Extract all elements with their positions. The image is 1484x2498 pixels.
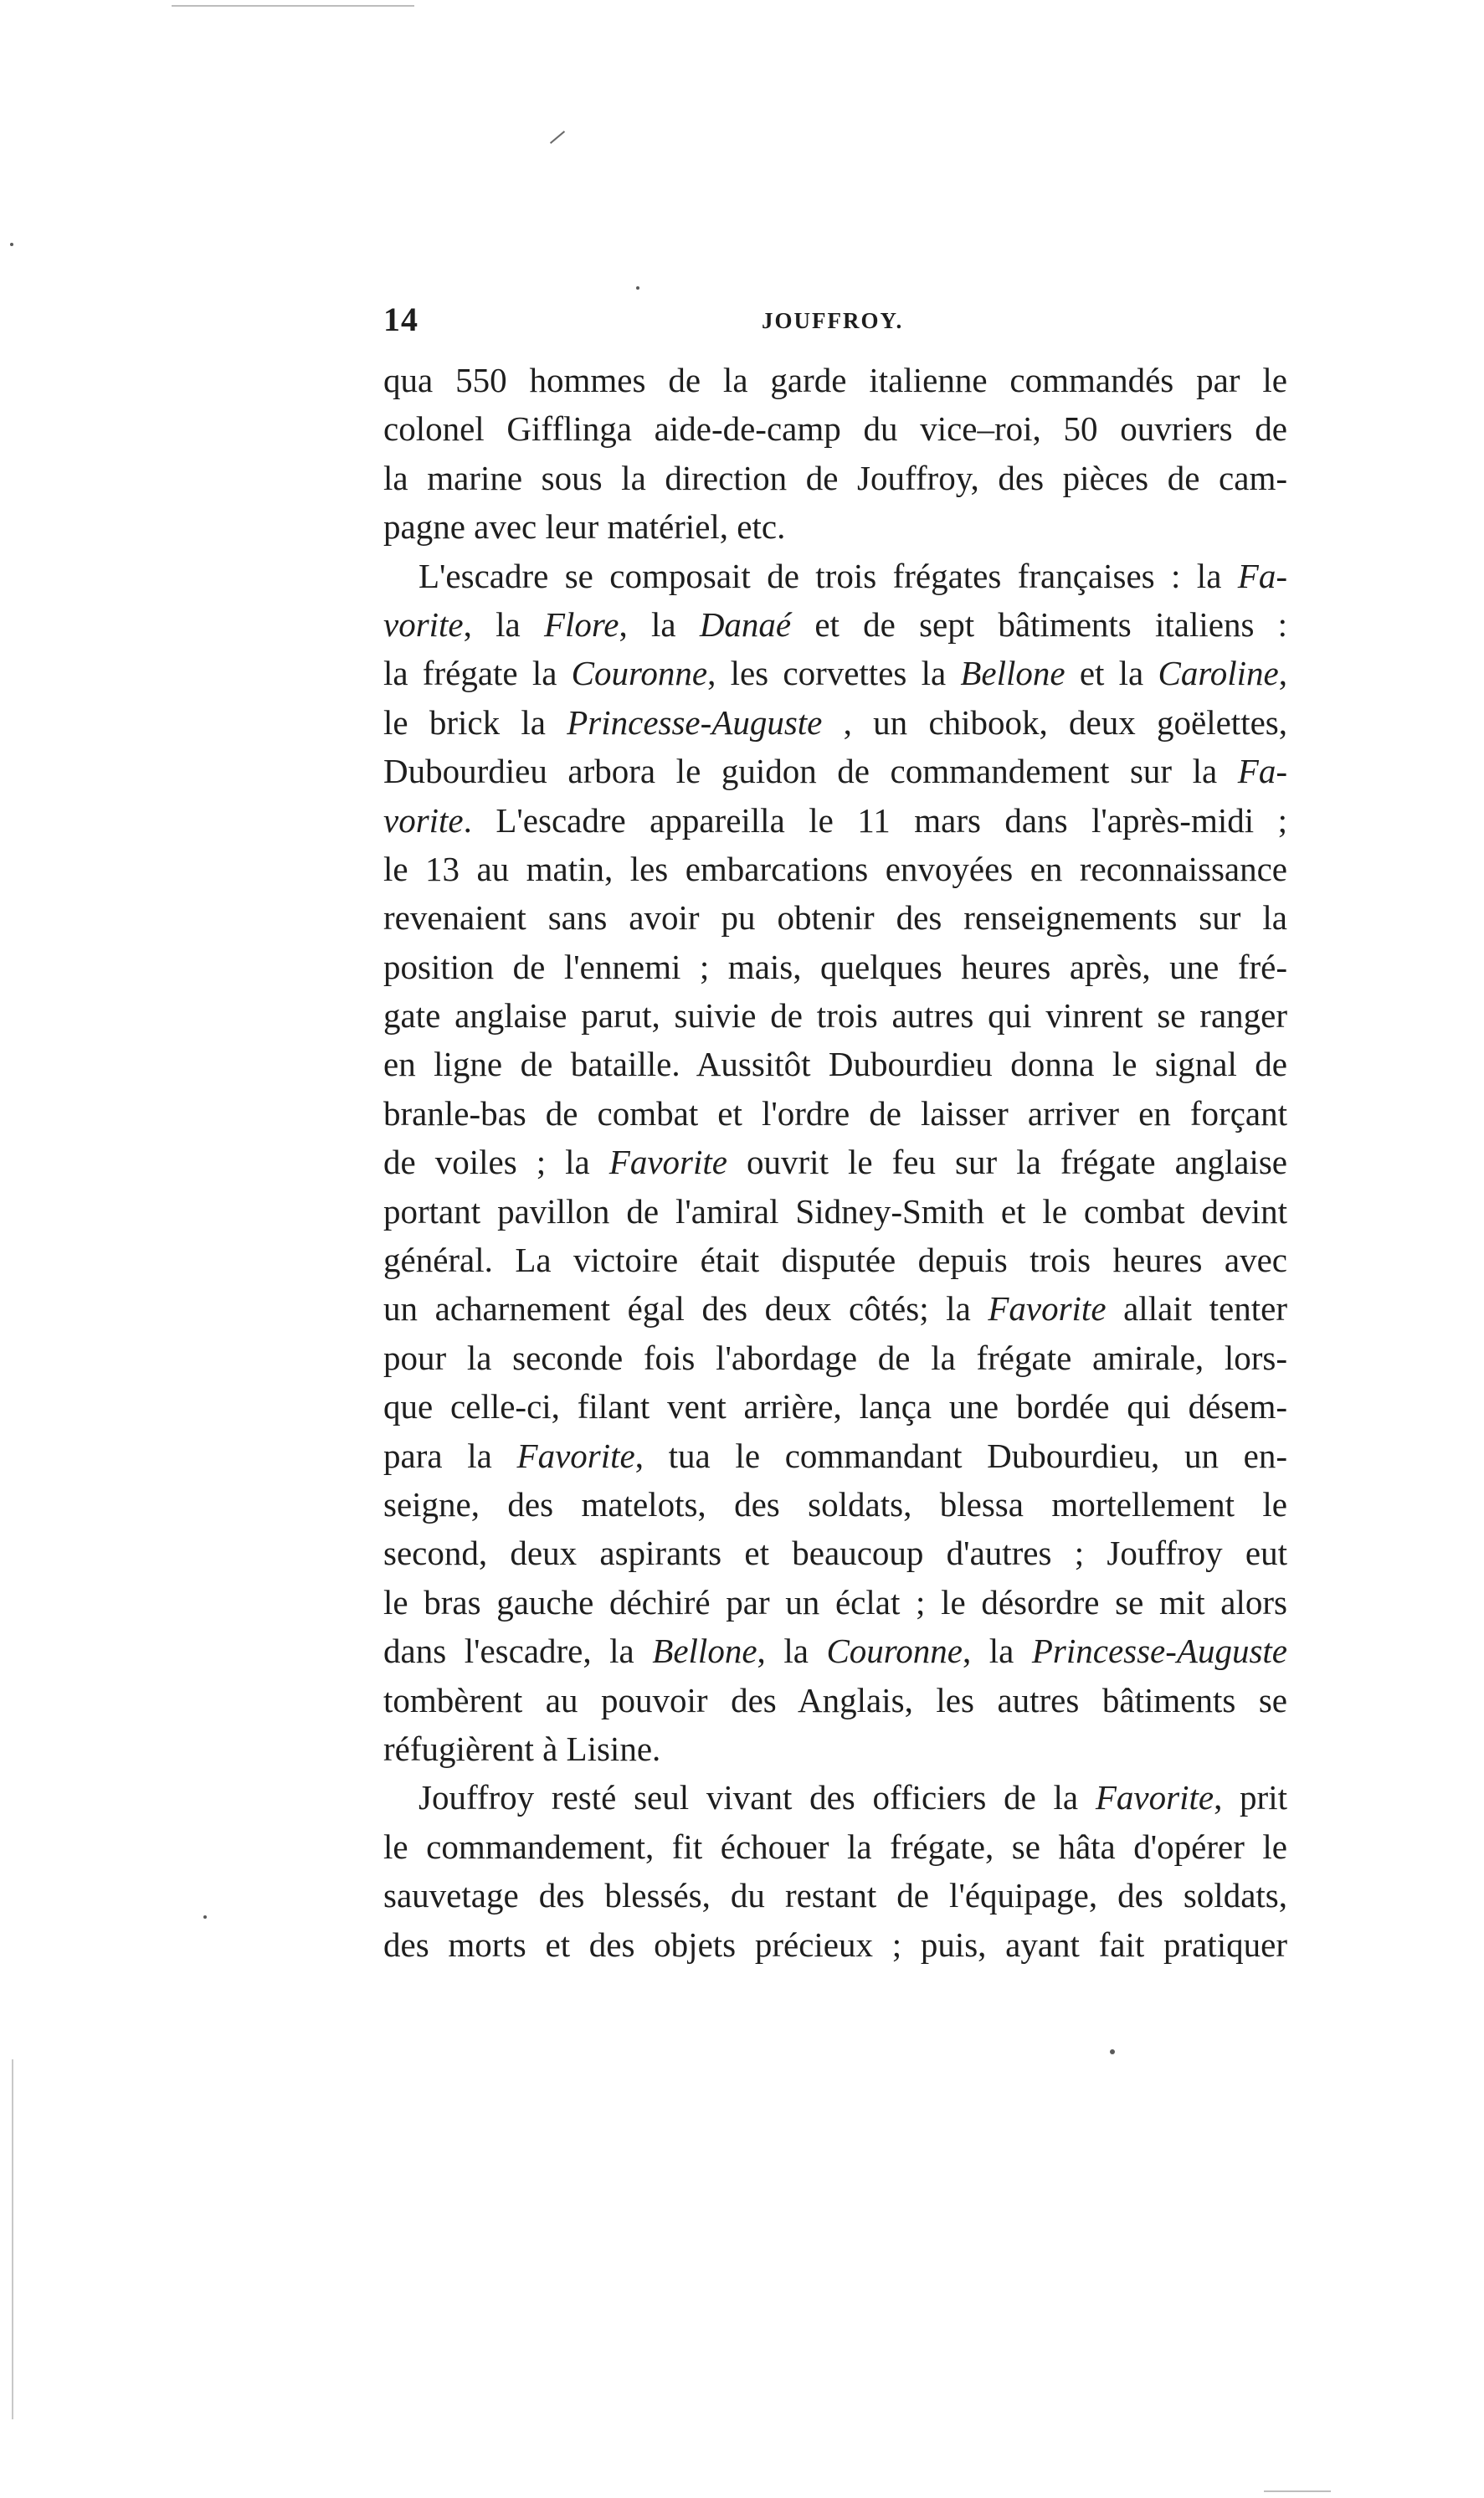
text-line: le commandement, fit échouer la frégate, se hâta d'opérer le [383,1827,1287,1866]
text-line: pour la seconde fois l'abordage de la frégate amirale, lors- [383,1338,1287,1377]
text-line: en ligne de bataille. Aussitôt Dubourdieu donna le signal de [383,1045,1287,1084]
scan-edge-line [12,2059,13,2419]
text-line: gate anglaise parut, suivie de trois autres qui vinrent se ranger [383,996,1287,1036]
scan-artifact-dot [636,286,639,290]
scan-artifact-dot [1110,2049,1115,2054]
text-line: tombèrent au pouvoir des Anglais, les autres bâtiments se [383,1680,1287,1719]
text-line: colonel Gifflinga aide-de-camp du vice–roi, 50 ouvriers de [383,409,1287,449]
text-line: L'escadre se composait de trois frégates françaises : la Fa- [418,556,1287,595]
text-line: un acharnement égal des deux côtés; la Favorite allait tenter [383,1289,1287,1329]
text-line: position de l'ennemi ; mais, quelques heures après, une fré- [383,947,1287,986]
text-line: le brick la Princesse-Auguste , un chibook, deux goëlettes, [383,702,1287,742]
scan-artifact-dot [203,1915,207,1919]
text-line: la marine sous la direction de Jouffroy, des pièces de cam- [383,458,1287,497]
text-line: second, deux aspirants et beaucoup d'autres ; Jouffroy eut [383,1534,1287,1573]
text-line: Dubourdieu arbora le guidon de commandement sur la Fa- [383,752,1287,791]
text-line: réfugièrent à Lisine. [383,1729,661,1768]
text-line: sauvetage des blessés, du restant de l'équipage, des soldats, [383,1876,1287,1915]
text-line: seigne, des matelots, des soldats, blessa mortellement le [383,1484,1287,1524]
text-line: portant pavillon de l'amiral Sidney-Smith et le combat devint [383,1191,1287,1231]
text-line: la frégate la Couronne, les corvettes la Bellone et la Caroline, [383,654,1287,693]
text-line: le bras gauche déchiré par un éclat ; le désordre se mit alors [383,1582,1287,1622]
text-line: para la Favorite, tua le commandant Dubourdieu, un en- [383,1436,1288,1475]
text-line: de voiles ; la Favorite ouvrit le feu sur la frégate anglaise [383,1143,1287,1182]
text-line: vorite, la Flore, la Danaé et de sept bâtiments italiens : [383,604,1288,644]
running-head: JOUFFROY. [762,308,904,333]
text-line: des morts et des objets précieux ; puis, ayant fait pratiquer [383,1925,1287,1964]
scan-artifact-bottom [1264,2490,1331,2492]
text-line: dans l'escadre, la Bellone, la Couronne, la Princesse-Auguste [383,1632,1287,1671]
body-text [383,356,1287,1969]
text-line: pagne avec leur matériel, etc. [383,507,786,547]
text-line: le 13 au matin, les embarcations envoyées en reconnaissance [383,849,1287,888]
page-number: 14 [383,301,418,338]
text-line: que celle-ci, filant vent arrière, lança une bordée qui désem- [383,1387,1287,1426]
text-line: revenaient sans avoir pu obtenir des renseignements sur la [383,898,1287,938]
page-header [383,300,1287,350]
text-line: qua 550 hommes de la garde italienne commandés par le [383,361,1287,399]
scan-artifact-top [172,5,414,7]
text-line: vorite. L'escadre appareilla le 11 mars dans l'après-midi ; [383,800,1287,840]
scan-artifact-stroke [550,131,565,144]
text-line: branle-bas de combat et l'ordre de laisser arriver en forçant [383,1093,1287,1133]
text-line: général. La victoire était disputée depuis trois heures avec [383,1241,1287,1280]
scan-artifact-dot [10,243,13,246]
text-line: Jouffroy resté seul vivant des officiers de la Favorite, prit [418,1778,1287,1817]
